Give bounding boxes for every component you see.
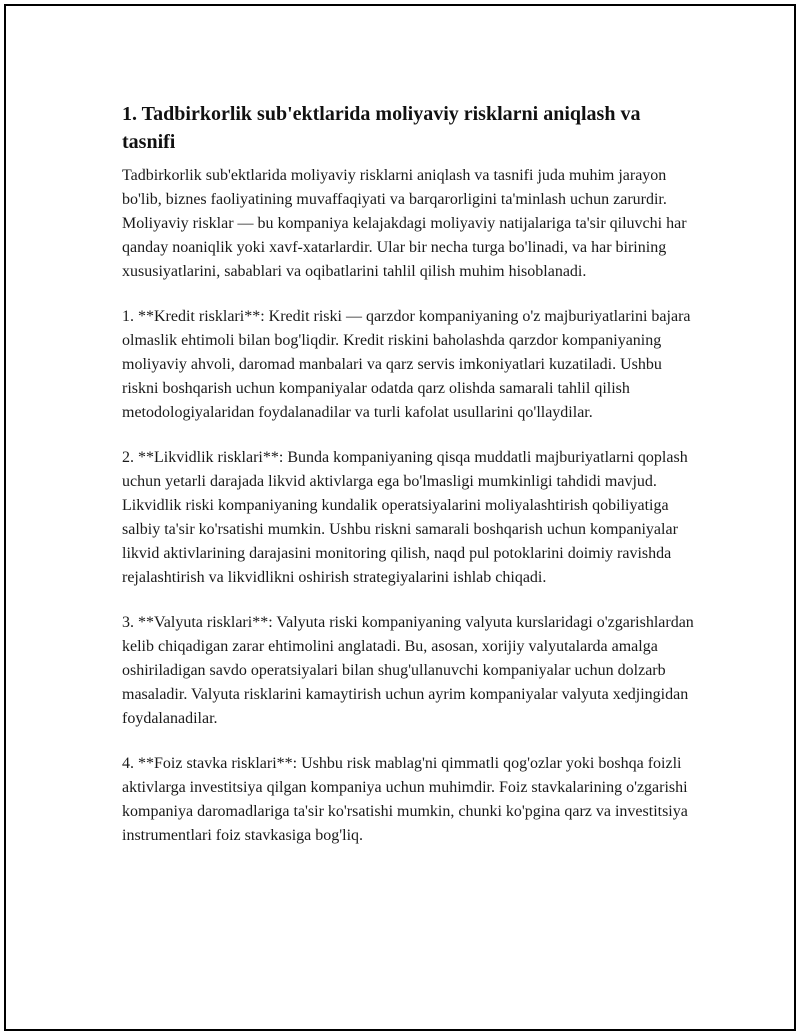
page-frame bbox=[4, 4, 796, 1031]
liquidity-risk-paragraph: 2. **Likvidlik risklari**: Bunda kompaniyaning qisqa muddatli majburiyatlarni qoplash uchun yetarli darajada likvid aktivlarga ega bo'lmasligi mumkinligi tahdidi mavjud. Likvidlik riski kompaniyaning kundalik operatsiyalarini moliyalashtirish qobiliyatiga salbiy ta'sir ko'rsatishi mumkin. Ushbu riskni samarali boshqarish uchun kompaniyalar likvid aktivlarining darajasini monitoring qilish, naqd pul potoklarini doimiy ravishda rejalashtirish va likvidlikni oshirish strategiyalarini ishlab chiqadi. bbox=[122, 449, 688, 586]
document-body bbox=[122, 100, 694, 869]
interest-rate-risk-paragraph: 4. **Foiz stavka risklari**: Ushbu risk mablag'ni qimmatli qog'ozlar yoki boshqa foizli aktivlarga investitsiya qilgan kompaniya uchun muhimdir. Foiz stavkalarining o'zgarishi kompaniya daromadlariga ta'sir ko'rsatishi mumkin, chunki ko'pgina qarz va investitsiya instrumentlari foiz stavkasiga bog'liq. bbox=[122, 755, 688, 844]
section-heading: 1. Tadbirkorlik sub'ektlarida moliyaviy risklarni aniqlash va tasnifi bbox=[122, 103, 641, 153]
credit-risk-paragraph: 1. **Kredit risklari**: Kredit riski — qarzdor kompaniyaning o'z majburiyatlarini bajara olmaslik ehtimoli bilan bog'liqdir. Kredit riskini baholashda qarzdor kompaniyaning moliyaviy ahvoli, daromad manbalari va qarz servis imkoniyatlari kuzatiladi. Ushbu riskni boshqarish uchun kompaniyalar odatda qarz olishda samarali tahlil qilish metodologiyalaridan foydalanadilar va turli kafolat usullarini qo'llaydilar. bbox=[122, 308, 691, 421]
currency-risk-paragraph: 3. **Valyuta risklari**: Valyuta riski kompaniyaning valyuta kurslaridagi o'zgarishlardan kelib chiqadigan zarar ehtimolini anglatadi. Bu, asosan, xorijiy valyutalarda amalga oshiriladigan savdo operatsiyalari bilan shug'ullanuvchi kompaniyalar uchun dolzarb masaladir. Valyuta risklarini kamaytirish uchun ayrim kompaniyalar valyuta xedjingidan foydalanadilar. bbox=[122, 614, 694, 727]
intro-paragraph: Tadbirkorlik sub'ektlarida moliyaviy risklarni aniqlash va tasnifi juda muhim jarayon bo'lib, biznes faoliyatining muvaffaqiyati va barqarorligini ta'minlash uchun zarurdir. Moliyaviy risklar — bu kompaniya kelajakdagi moliyaviy natijalariga ta'sir qiluvchi har qanday noaniqlik yoki xavf-xatarlardir. Ular bir necha turga bo'linadi, va har birining xususiyatlarini, sabablari va oqibatlarini tahlil qilish muhim hisoblanadi. bbox=[122, 167, 687, 280]
